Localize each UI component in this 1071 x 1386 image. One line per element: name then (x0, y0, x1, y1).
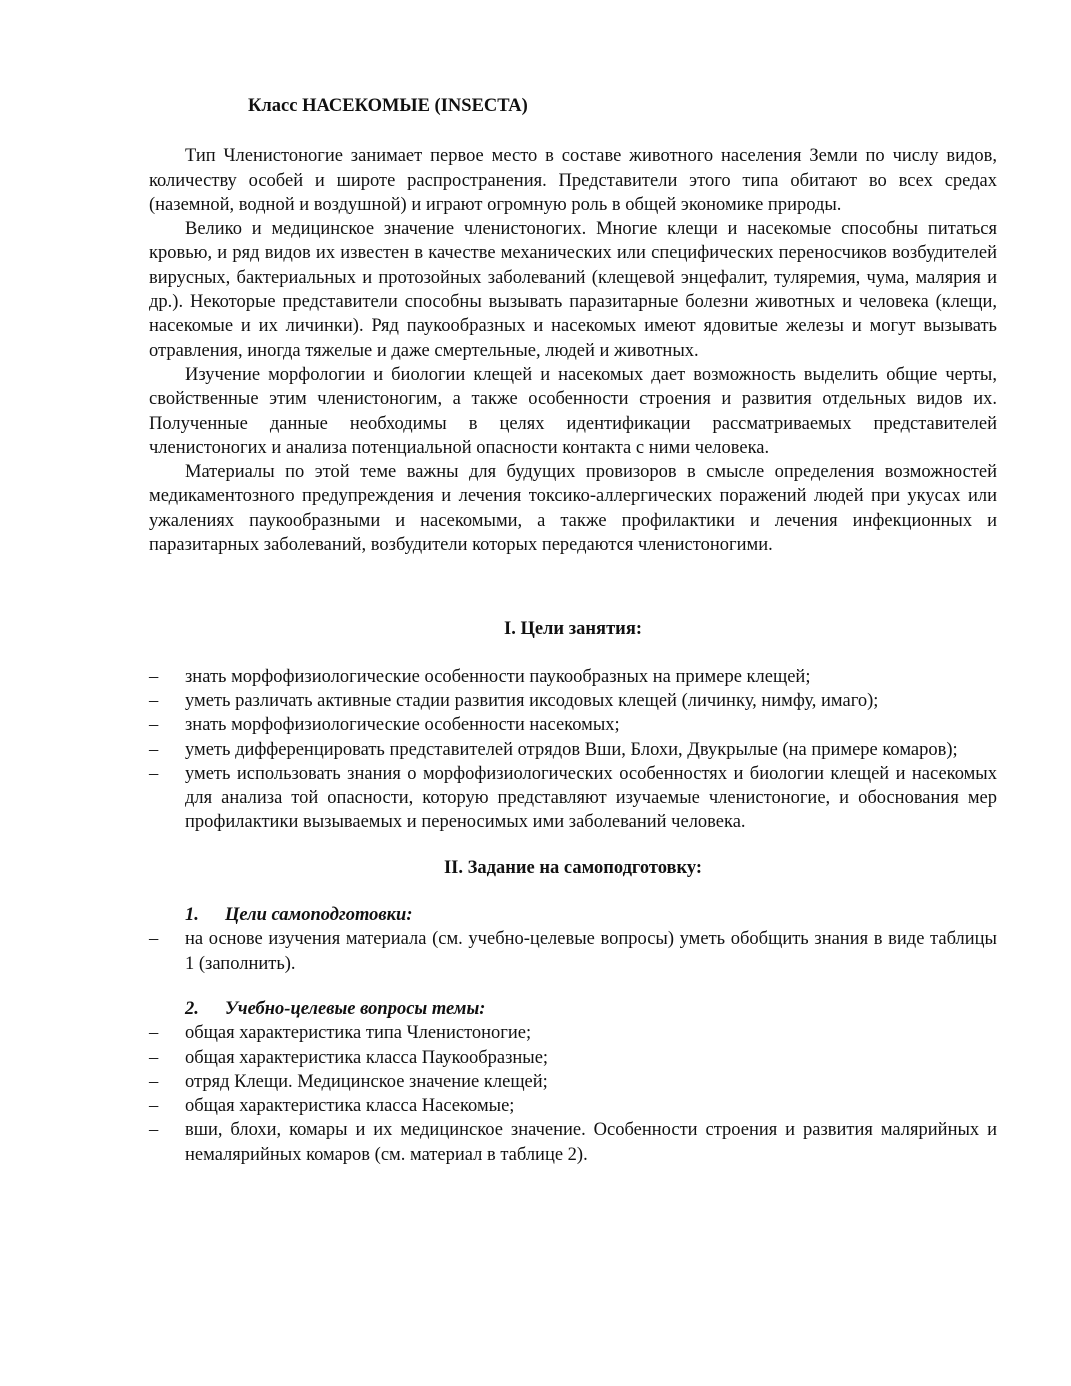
list-item: – знать морфофизиологические особенности паукообразных на примере клещей; (149, 665, 997, 689)
list-item: – общая характеристика класса Насекомые; (149, 1094, 997, 1118)
goals-list (149, 665, 997, 835)
list-item: – общая характеристика класса Паукообразные; (149, 1046, 997, 1070)
subsection-1-heading (185, 903, 997, 927)
list-item: – знать морфофизиологические особенности насекомых; (149, 713, 997, 737)
document-page (149, 94, 997, 1167)
list-item: – уметь использовать знания о морфофизиологических особенностях и биологии клещей и насекомых для анализа той опасности, которую представляют изучаемые членистоногие, и обоснования мер профилактики вызываемых и переносимых ими заболеваний человека. (149, 762, 997, 835)
subsection-1-number: 1. (185, 905, 199, 926)
subsection-2-number: 2. (185, 998, 199, 1019)
section-2-title: II. Задание на самоподготовку: (443, 857, 703, 878)
list-item: – на основе изучения материала (см. учебно-целевые вопросы) уметь обобщить знания в виде таблицы 1 (заполнить). (149, 927, 997, 976)
paragraph-3: Изучение морфологии и биологии клещей и насекомых дает возможность выделить общие черты, свойственные этим членистоногим, а также особенности строения и развития отдельных видов их. Полученные данные необходимы в целях идентификации рассматриваемых представителей членистоногих и анализа потенциальной опасности контакта с ними человека. (149, 364, 997, 458)
subsection-2-title: Учебно-целевые вопросы темы: (225, 998, 486, 1019)
list-item: – уметь различать активные стадии развития иксодовых клещей (личинку, нимфу, имаго); (149, 689, 997, 713)
list-item: – уметь дифференцировать представителей отрядов Вши, Блохи, Двукрылые (на примере комаров); (149, 738, 997, 762)
section-1-title: I. Цели занятия: (504, 619, 642, 640)
subsection-1-title: Цели самоподготовки: (225, 905, 413, 926)
paragraph-2: Велико и медицинское значение членистоногих. Многие клещи и насекомые способны питаться кровью, и ряд видов их известен в качестве механических или специфических переносчиков возбудителей вирусных, бактериальных и протозойных заболеваний (клещевой энцефалит, туляремия, чума, малярия и др.). Некоторые представители способны вызывать паразитарные болезни животных и человека (клещи, насекомые и их личинки). Ряд паукообразных и насекомых имеют ядовитые железы и могут вызывать отравления, иногда тяжелые и даже смертельные, людей и животных. (149, 219, 997, 361)
paragraph-4: Материалы по этой теме важны для будущих провизоров в смысле определения возможностей медикаментозного предупреждения и лечения токсико-аллергических поражений людей при укусах или ужалениях паукообразными и насекомыми, а также профилактики и лечения инфекционных и паразитарных заболеваний, возбудители которых передаются членистоногими. (149, 462, 997, 556)
study-questions-list (149, 1021, 997, 1167)
list-item: – общая характеристика типа Членистоногие; (149, 1021, 997, 1045)
list-item: – вши, блохи, комары и их медицинское значение. Особенности строения и развития малярийных и немалярийных комаров (см. материал в таблице 2). (149, 1118, 997, 1167)
paragraph-1: Тип Членистоногие занимает первое место в составе животного населения Земли по числу видов, количеству особей и широте распространения. Представители этого типа обитают во всех средах (наземной, водной и воздушной) и играют огромную роль в общей экономике природы. (149, 146, 997, 215)
subsection-2-heading (185, 997, 997, 1021)
document-title: Класс НАСЕКОМЫЕ (INSECTA) (248, 96, 528, 116)
list-item: – отряд Клещи. Медицинское значение клещей; (149, 1070, 997, 1094)
self-prep-goals-list (149, 927, 997, 976)
